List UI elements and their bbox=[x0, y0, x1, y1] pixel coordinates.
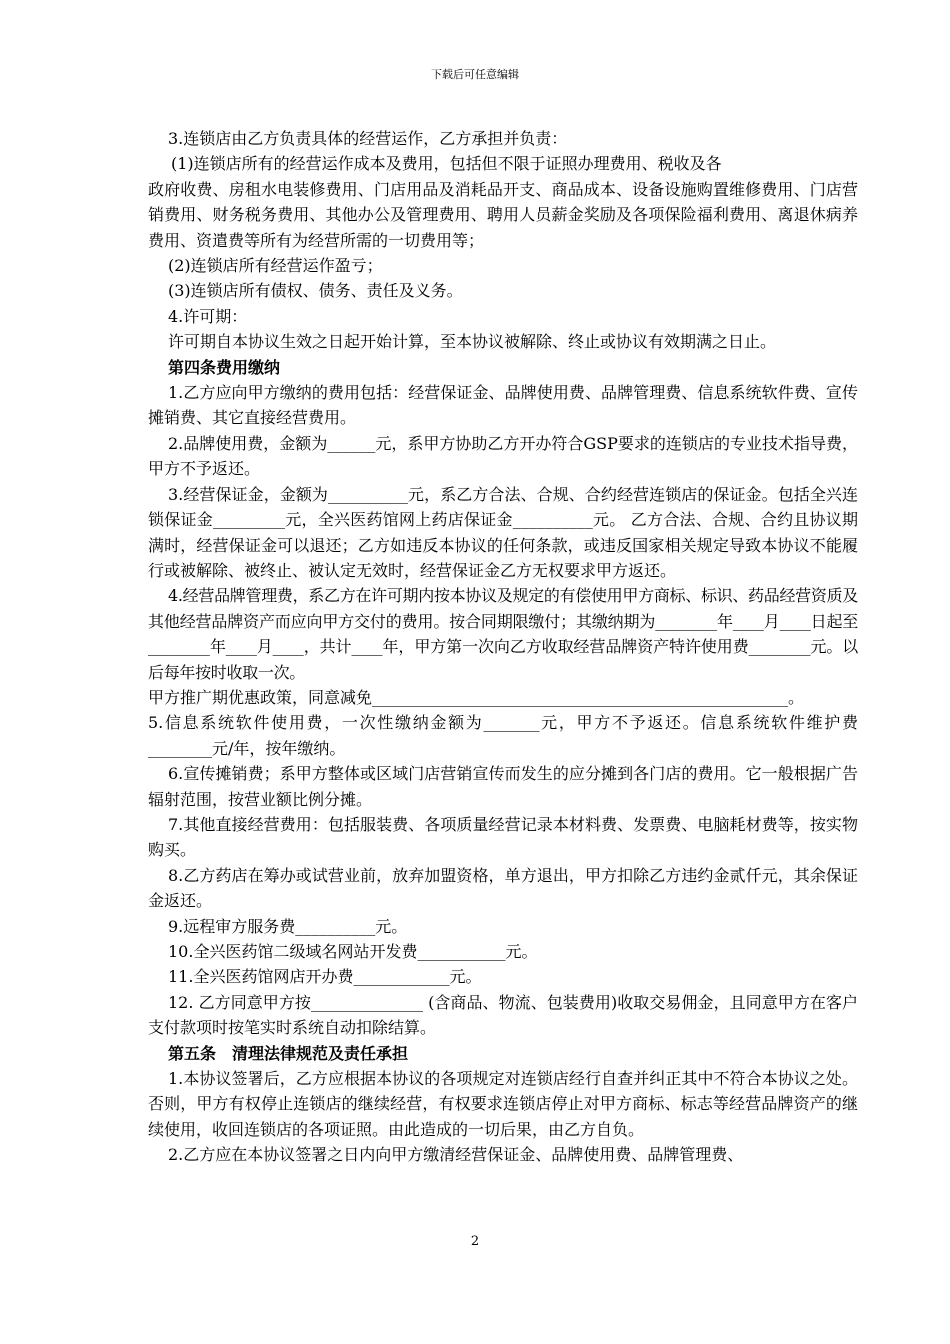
page-number: 2 bbox=[470, 1234, 480, 1249]
article-4-item-12: 12. 乙方同意甲方按______________ (含商品、物流、包装费用)收取交易佣金，且同意甲方在客户支付款项时按笔实时系统自动扣除结算。 bbox=[148, 992, 858, 1038]
clause-3-item-1: (1)连锁店所有的经营运作成本及费用，包括但不限于证照办理费用、税收及各 bbox=[171, 154, 722, 174]
article-4-item-9: 9.远程审方服务费__________元。 bbox=[168, 916, 408, 936]
clause-3-item-1-cont: 政府收费、房租水电装修费用、门店用品及消耗品开支、商品成本、设备设施购置维修费用、门店营销费用、财务税务费用、其他办公及管理费用、聘用人员薪金奖励及各项保险福利费用、离退休病养费用、资遣费等所有为经营所需的一切费用等； bbox=[148, 179, 858, 250]
page-header: 下载后可任意编辑 bbox=[431, 68, 519, 81]
article-5-item-2: 2.乙方应在本协议签署之日内向甲方缴清经营保证金、品牌使用费、品牌管理费、 bbox=[168, 1145, 744, 1165]
article-4-item-5: 5.信息系统软件使用费，一次性缴纳金额为_______元，甲方不予返还。信息系统软件维护费________元/年，按年缴纳。 bbox=[148, 713, 858, 758]
article-4-item-7: 7.其他直接经营费用：包括服装费、各项质量经营记录本材料费、发票费、电脑耗材费等，按实物购买。 bbox=[148, 814, 858, 860]
article-5-item-1: 1.本协议签署后，乙方应根据本协议的各项规定对连锁店经行自查并纠正其中不符合本协议之处。否则，甲方有权停止连锁店的继续经营，有权要求连锁店停止对甲方商标、标志等经营品牌资产的继续使用，收回连锁店的各项证照。由此造成的一切后果，由乙方自负。 bbox=[148, 1069, 858, 1139]
article-4-discount: 甲方推广期优惠政策，同意减免____________________________________________________。 bbox=[148, 687, 805, 707]
article-4-item-3: 3.经营保证金，金额为__________元，系乙方合法、合规、合约经营连锁店的保证金。包括全兴连锁保证金_________元，全兴医药馆网上药店保证金__________元。 乙方合法、合规、合约且协议期满时，经营保证金可以退还；乙方如违反本协议的任何条款，或违反国家相关规定导致本协议不能履行或被解除、被终止、被认定无效时，经营保证金乙方无权要求甲方返还。 bbox=[148, 484, 858, 580]
clause-4-text: 许可期自本协议生效之日起开始计算，至本协议被解除、终止或协议有效期满之日止。 bbox=[168, 332, 777, 352]
clause-4: 4.许可期： bbox=[168, 306, 248, 326]
article-4-heading: 第四条费用缴纳 bbox=[168, 357, 281, 377]
article-4-item-11: 11.全兴医药馆网店开办费____________元。 bbox=[168, 967, 482, 987]
clause-3-item-2: (2)连锁店所有经营运作盈亏； bbox=[168, 256, 383, 276]
article-5-heading: 第五条 清理法律规范及责任承担 bbox=[168, 1043, 409, 1063]
article-4-item-6: 6.宣传摊销费；系甲方整体或区域门店营销宣传而发生的应分摊到各门店的费用。它一般根据广告辐射范围，按营业额比例分摊。 bbox=[148, 764, 858, 809]
article-4-item-2: 2.品牌使用费，金额为______元，系甲方协助乙方开办符合GSP要求的连锁店的专业技术指导费，甲方不予返还。 bbox=[148, 433, 858, 479]
clause-3-item-3: (3)连锁店所有债权、债务、责任及义务。 bbox=[168, 281, 463, 301]
document-body bbox=[148, 126, 858, 1168]
article-4-item-8: 8.乙方药店在筹办或试营业前，放弃加盟资格，单方退出，甲方扣除乙方违约金贰仟元，其余保证金返还。 bbox=[148, 865, 858, 911]
clause-3: 3.连锁店由乙方负责具体的经营运作，乙方承担并负责： bbox=[168, 129, 568, 148]
article-4-item-1: 1.乙方应向甲方缴纳的费用包括：经营保证金、品牌使用费、品牌管理费、信息系统软件费、宣传摊销费、其它直接经营费用。 bbox=[148, 383, 858, 428]
article-4-item-10: 10.全兴医药馆二级域名网站开发费___________元。 bbox=[168, 942, 538, 961]
article-4-item-4: 4.经营品牌管理费，系乙方在许可期内按本协议及规定的有偿使用甲方商标、标识、药品经营资质及其他经营品牌资产而应向甲方交付的费用。按合同期限缴付；其缴纳期为________年____月____日起至________年____月____，共计____年，甲方第一次向乙方收取经营品牌资产特许使用费________元。以后每年按时收取一次。 bbox=[148, 586, 858, 682]
